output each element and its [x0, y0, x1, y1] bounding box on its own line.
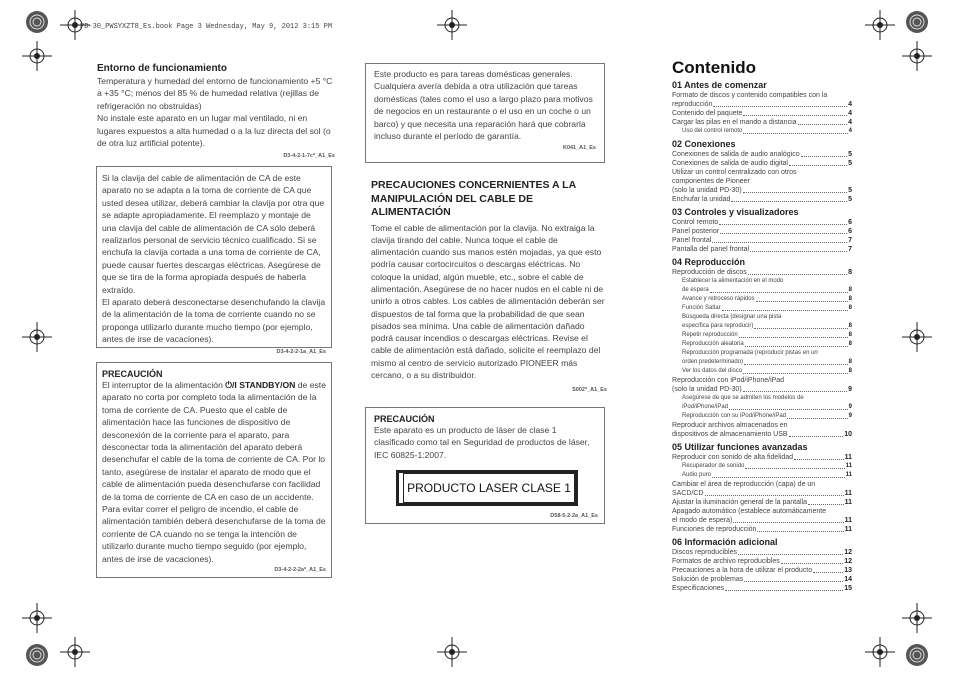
toc-page-number: 11: [844, 499, 852, 506]
toc-entry-label: Panel posterior: [672, 228, 720, 235]
toc-leader-dots: [781, 563, 843, 564]
toc-page-number: 11: [844, 517, 852, 524]
domestic-code: K041_A1_Es: [562, 145, 596, 152]
toc-leader-dots: [743, 192, 847, 193]
toc-leader-dots: [798, 124, 848, 125]
registration-mark-icon: [22, 7, 52, 37]
toc-page-number: 7: [848, 237, 852, 244]
toc-entry[interactable]: [672, 227, 852, 236]
toc-page-number: 8: [848, 287, 852, 293]
toc-entry[interactable]: [672, 394, 852, 412]
toc-entry[interactable]: [672, 168, 852, 195]
plug-code: D3-4-2-2-1a_A1_Es: [276, 348, 326, 355]
toc-entry-label: el modo de espera): [672, 517, 733, 524]
caution-title: PRECAUCIÓN: [102, 369, 163, 379]
toc-entry-label: específica para reproducir): [682, 323, 754, 329]
toc-entry-label: Funciones de reproducción: [672, 526, 757, 533]
toc-entry-label: Establecer la alimentación en el modo: [682, 278, 784, 284]
toc-leader-dots: [705, 495, 844, 496]
toc-entry[interactable]: [672, 91, 852, 109]
toc-entry-label: iPod/iPhone/iPad: [682, 404, 729, 410]
toc-page-number: 5: [848, 160, 852, 167]
env-code: D3-4-2-1-7c*_A1_Es: [283, 153, 335, 160]
toc-page-number: 5: [848, 151, 852, 158]
toc-entry-label: Contenido del paquete: [672, 110, 743, 117]
crosshair-mark-icon: [22, 322, 52, 352]
toc-entry[interactable]: [672, 150, 852, 159]
toc-entry[interactable]: [672, 376, 852, 394]
book-header-line: PD-30_PWSYXZT8_Es.book Page 3 Wednesday, May 9, 2012 3:15 PM: [80, 23, 333, 31]
toc-page-number: 8: [848, 305, 852, 311]
toc-entry[interactable]: [672, 498, 852, 507]
toc-entry-label: Reproducción con su iPod/iPhone/iPad: [682, 413, 787, 419]
toc-page-number: 11: [844, 526, 852, 533]
toc-page-number: 8: [848, 359, 852, 365]
toc-leader-dots: [756, 301, 848, 302]
toc-leader-dots: [725, 590, 843, 591]
toc-section-heading: 06 Información adicional: [672, 537, 778, 547]
toc-page-number: 4: [848, 101, 852, 108]
toc-entry-label: Cargar las pilas en el mando a distancia: [672, 119, 797, 126]
laser-caution-text: Este aparato es un producto de láser de clase 1 clasificado como tal en Seguridad de productos de láser, IEC 60825-1:2007.: [374, 425, 590, 460]
toc-entry[interactable]: [672, 304, 852, 313]
plug-text: Si la clavija del cable de alimentación de CA de este aparato no se adapta a la toma de corriente de CA que usted desea utilizar, deberá cambiar la clavija por otra que se adapte apropiadamente. El reemplazo y montaje de una clavija del cable de alimentación de CA sólo deberá realizarlos personal de servicio técnico cualificado. Si se enchufa la clavija cortada a una toma de corriente de CA, puede causar fuertes descargas eléctricas. Asegúrese de que se tira de la forma apropiada después de haberla extraído. El aparato deberá desconectarse desenchufando la clavija de la alimentación de la toma de corriente cuando no se proponga utilizarlo durante mucho tiempo (por ejemplo, antes de irse de vacaciones).: [102, 173, 326, 345]
env-title: Entorno de funcionamiento: [97, 63, 227, 74]
toc-entry-line: [682, 322, 852, 331]
table-of-contents: [672, 58, 852, 593]
toc-entry-label: Reproducción aleatoria: [682, 341, 744, 347]
crosshair-mark-icon: [902, 322, 932, 352]
toc-page-number: 8: [848, 296, 852, 302]
toc-entry-label: SACD/CD: [672, 490, 704, 497]
registration-mark-icon: [22, 640, 52, 670]
toc-entry[interactable]: [672, 453, 852, 462]
toc-leader-dots: [787, 418, 848, 419]
toc-leader-dots: [744, 364, 848, 365]
caution-code: D3-4-2-2-2a*_A1_Es: [274, 567, 326, 574]
toc-page-number: 8: [848, 269, 852, 276]
toc-entry-label: Avance y retroceso rápidos: [682, 296, 755, 302]
toc-entry[interactable]: [672, 218, 852, 227]
toc-body: [672, 80, 852, 593]
laser-class-label: [396, 470, 578, 506]
toc-entry-line: [672, 100, 852, 109]
toc-entry-label: Conexiones de salida de audio digital: [672, 160, 788, 167]
toc-leader-dots: [794, 459, 844, 460]
toc-entry[interactable]: [672, 236, 852, 245]
toc-page-number: 13: [844, 567, 852, 574]
toc-page-number: 12: [844, 549, 852, 556]
power-cord-text: Tome el cable de alimentación por la clavija. No extraiga la clavija tirando del cable. Nunca toque el cable de alimentación cuando sus manos estén mojadas, ya que esto podría causar cortocircuitos o descargas eléctricas. No coloque la unidad, algún mueble, etc., sobre el cable de alimentación. Asegúrese de no hacer nudos en el cable ni de unirlo a otros cables. Los cables de alimentación deberán ser dispuestos de tal forma que la probabilidad de que sean pisados sea mínima. Una cable de alimentación dañado podrá causar incendios o descargas eléctricas. Revise el cable de alimentación está dañado, solicite el reemplazo del mismo al centro de servicio autorizado PIONEER más cercano, o a su distribuidor.: [371, 222, 605, 381]
toc-section-heading: 03 Controles y visualizadores: [672, 207, 799, 217]
domestic-use-box: [365, 63, 605, 163]
toc-leader-dots: [731, 201, 847, 202]
toc-entry-line: [672, 516, 852, 525]
toc-entry-label: Reproducción de discos: [672, 269, 747, 276]
toc-entry[interactable]: [672, 127, 852, 136]
toc-entry[interactable]: [672, 584, 852, 593]
power-cord-code: S002*_A1_Es: [572, 387, 607, 394]
toc-entry[interactable]: [672, 421, 852, 439]
toc-page-number: 8: [848, 323, 852, 329]
toc-entry[interactable]: [672, 548, 852, 557]
toc-page-number: 6: [848, 228, 852, 235]
toc-leader-dots: [808, 504, 844, 505]
toc-entry-label: de espera: [682, 287, 709, 293]
toc-entry-line: [682, 403, 852, 412]
crosshair-mark-icon: [437, 10, 467, 40]
toc-entry[interactable]: [672, 480, 852, 498]
toc-leader-dots: [738, 554, 843, 555]
toc-page-number: 7: [848, 246, 852, 253]
toc-entry[interactable]: [672, 575, 852, 584]
toc-entry[interactable]: [672, 412, 852, 421]
crosshair-mark-icon: [902, 603, 932, 633]
toc-page-number: 5: [848, 187, 852, 194]
toc-leader-dots: [744, 581, 843, 582]
toc-page-number: 11: [845, 463, 852, 469]
toc-leader-dots: [729, 409, 848, 410]
toc-leader-dots: [789, 436, 844, 437]
crosshair-mark-icon: [902, 41, 932, 71]
toc-leader-dots: [720, 233, 847, 234]
caution-text: El interruptor de la alimentación ⏻/I STANDBY/ON de este aparato no corta por completo toda la alimentación de la toma de corriente de CA. Puesto que el cable de alimentación hace las funciones de dispositivo de desconexión de la corriente para el aparato, para desconectar toda la alimentación del aparato deberá desenchufar el cable de la toma de corriente de CA. Por lo tanto, asegúrese de instalar el aparato de modo que el cable de alimentación pueda desenchufarse con facilidad de la toma de corriente de CA en caso de un accidente. Para evitar correr el peligro de incendio, el cable de alimentación también deberá desenchufarse de la toma de corriente de CA cuando no se tenga la intención de utilizarlo durante mucho tiempo seguido (por ejemplo, antes de irse de vacaciones).: [102, 380, 326, 564]
toc-leader-dots: [750, 251, 847, 252]
toc-leader-dots: [713, 106, 847, 107]
toc-title: Contenido: [672, 58, 757, 77]
toc-entry[interactable]: [672, 349, 852, 367]
toc-leader-dots: [754, 328, 847, 329]
toc-leader-dots: [710, 292, 848, 293]
crosshair-mark-icon: [22, 603, 52, 633]
toc-entry-label: (solo la unidad PD-30): [672, 187, 742, 194]
toc-entry-label: Reproducción programada (reproducir pistas en un: [682, 350, 818, 356]
crosshair-mark-icon: [865, 10, 895, 40]
toc-page-number: 15: [844, 585, 852, 592]
toc-entry[interactable]: [672, 245, 852, 254]
plug-notice-box: [96, 166, 332, 355]
toc-entry-label: Uso del control remoto: [682, 128, 743, 134]
toc-leader-dots: [745, 468, 844, 469]
toc-entry[interactable]: [672, 557, 852, 566]
toc-page-number: 9: [848, 386, 852, 393]
domestic-text: Este producto es para tareas domésticas generales. Cualquiera avería debida a otra utilización que tareas domésticas (tales como el uso a largo plazo para motivos de negocios en un restaurante o el uso en un coche o un barco) y que necesita una reparación hará que cobrarla incluso durante el período de garantía.: [374, 69, 593, 142]
toc-entry-label: Discos reproducibles: [672, 549, 737, 556]
toc-entry[interactable]: [672, 109, 852, 118]
toc-entry-label: Cambiar el área de reproducción (capa) de un: [672, 481, 816, 488]
toc-entry[interactable]: [672, 462, 852, 471]
toc-entry-label: Recuperador de sonido: [682, 463, 745, 469]
operating-environment-section: [97, 63, 335, 159]
toc-entry-line: [672, 489, 852, 498]
toc-leader-dots: [757, 531, 843, 532]
toc-page-number: 14: [844, 576, 852, 583]
toc-entry-label: (solo la unidad PD-30): [672, 386, 742, 393]
toc-entry[interactable]: [672, 277, 852, 295]
toc-entry[interactable]: [672, 195, 852, 204]
toc-page-number: 4: [848, 119, 852, 126]
toc-entry[interactable]: [672, 566, 852, 575]
registration-mark-icon: [902, 7, 932, 37]
laser-caution-title: PRECAUCIÓN: [374, 414, 435, 424]
toc-entry-label: Reproducir archivos almacenados en: [672, 422, 788, 429]
toc-entry[interactable]: [672, 268, 852, 277]
toc-leader-dots: [813, 572, 843, 573]
toc-entry-label: Especificaciones: [672, 585, 725, 592]
toc-entry-label: Pantalla del panel frontal: [672, 246, 750, 253]
crosshair-mark-icon: [437, 637, 467, 667]
toc-page-number: 9: [848, 404, 852, 410]
toc-leader-dots: [743, 373, 848, 374]
laser-class-text: PRODUCTO LASER CLASE 1: [403, 473, 575, 503]
toc-page-number: 4: [848, 110, 852, 117]
toc-entry-label: Apagado automático (establece automáticamente: [672, 508, 827, 515]
toc-entry[interactable]: [672, 118, 852, 127]
toc-leader-dots: [743, 115, 847, 116]
toc-entry-label: Precauciones a la hora de utilizar el producto: [672, 567, 813, 574]
toc-entry-label: Búsqueda directa (designar una pista: [682, 314, 782, 320]
toc-entry-label: Repetir reproducción: [682, 332, 738, 338]
crosshair-mark-icon: [60, 637, 90, 667]
toc-page-number: 11: [845, 472, 852, 478]
toc-section-heading: 02 Conexiones: [672, 139, 736, 149]
toc-page-number: 8: [848, 332, 852, 338]
toc-page-number: 11: [844, 490, 852, 497]
toc-entry-label: Asegúrese de que se admiten los modelos de: [682, 395, 804, 401]
toc-entry-label: Reproducir con sonido de alta fidelidad: [672, 454, 794, 461]
toc-page-number: 8: [848, 368, 852, 374]
toc-entry-line: [682, 286, 852, 295]
toc-leader-dots: [745, 346, 848, 347]
toc-entry-label: orden predeterminado): [682, 359, 744, 365]
toc-entry-label: Enchufar la unidad: [672, 196, 731, 203]
toc-leader-dots: [712, 242, 847, 243]
toc-entry-label: Solución de problemas: [672, 576, 744, 583]
toc-entry-line: [682, 358, 852, 367]
toc-entry-line: [672, 385, 852, 394]
toc-entry[interactable]: [672, 313, 852, 331]
toc-entry[interactable]: [672, 340, 852, 349]
toc-page-number: 4: [848, 128, 852, 134]
toc-leader-dots: [743, 133, 847, 134]
toc-page-number: 5: [848, 196, 852, 203]
toc-leader-dots: [719, 224, 847, 225]
toc-entry-label: Reproducción con iPod/iPhone/iPad: [672, 377, 785, 384]
standby-on-label: ⏻/I STANDBY/ON: [225, 380, 296, 390]
toc-entry-label: Utilizar un control centralizado con otros: [672, 169, 797, 176]
toc-leader-dots: [722, 310, 848, 311]
toc-entry[interactable]: [672, 525, 852, 534]
toc-leader-dots: [733, 522, 843, 523]
toc-leader-dots: [712, 477, 845, 478]
toc-entry-label: componentes de Pioneer: [672, 178, 750, 185]
env-text: Temperatura y humedad del entorno de funcionamiento +5 °C a +35 °C; menos del 85 % de humedad relativa (rejillas de refrigeración no obstruidas) No instale este aparato en un lugar mal ventilado, ni en lugares expuestos a alta humedad o a la luz directa del sol (o de otra luz artificial potente).: [97, 76, 333, 149]
crosshair-mark-icon: [865, 637, 895, 667]
registration-mark-icon: [902, 640, 932, 670]
power-cord-title: PRECAUCIONES CONCERNIENTES A LA MANIPULACIÓN DEL CABLE DE ALIMENTACIÓN: [371, 179, 576, 218]
toc-entry-line: [672, 430, 852, 439]
toc-page-number: 8: [848, 341, 852, 347]
toc-section-heading: 04 Reproducción: [672, 257, 746, 267]
toc-entry-label: Ajustar la iluminación general de la pantalla: [672, 499, 808, 506]
crosshair-mark-icon: [22, 41, 52, 71]
toc-entry-label: dispositivos de almacenamiento USB: [672, 431, 788, 438]
toc-leader-dots: [743, 391, 847, 392]
toc-entry-line: [672, 186, 852, 195]
toc-leader-dots: [739, 337, 848, 338]
toc-entry-label: Audio puro: [682, 472, 712, 478]
laser-caution-box: [365, 407, 605, 524]
toc-leader-dots: [801, 156, 847, 157]
toc-entry-label: Ver los datos del disco: [682, 368, 743, 374]
toc-page-number: 11: [844, 454, 852, 461]
toc-page-number: 9: [848, 413, 852, 419]
toc-page-number: 10: [844, 431, 852, 438]
toc-entry-label: reproducción: [672, 101, 713, 108]
toc-leader-dots: [748, 274, 847, 275]
toc-entry[interactable]: [672, 331, 852, 340]
toc-entry[interactable]: [672, 367, 852, 376]
toc-section-heading: 05 Utilizar funciones avanzadas: [672, 442, 808, 452]
toc-entry[interactable]: [672, 159, 852, 168]
toc-entry-label: Conexiones de salida de audio analógico: [672, 151, 800, 158]
standby-caution-box: [96, 362, 332, 578]
toc-page-number: 12: [844, 558, 852, 565]
toc-entry[interactable]: [672, 507, 852, 525]
toc-section-heading: 01 Antes de comenzar: [672, 80, 767, 90]
toc-page-number: 6: [848, 219, 852, 226]
toc-entry-label: Formato de discos y contenido compatibles con la: [672, 92, 828, 99]
toc-entry-label: Formatos de archivo reproducibles: [672, 558, 780, 565]
toc-entry-label: Control remoto: [672, 219, 719, 226]
toc-leader-dots: [789, 165, 847, 166]
toc-entry-label: Panel frontal: [672, 237, 712, 244]
power-cord-section: [371, 179, 607, 393]
laser-code: D58-5-2-2a_A1_Es: [550, 513, 598, 519]
toc-entry[interactable]: [672, 471, 852, 480]
toc-entry-label: Función Saltar: [682, 305, 721, 311]
toc-entry[interactable]: [672, 295, 852, 304]
